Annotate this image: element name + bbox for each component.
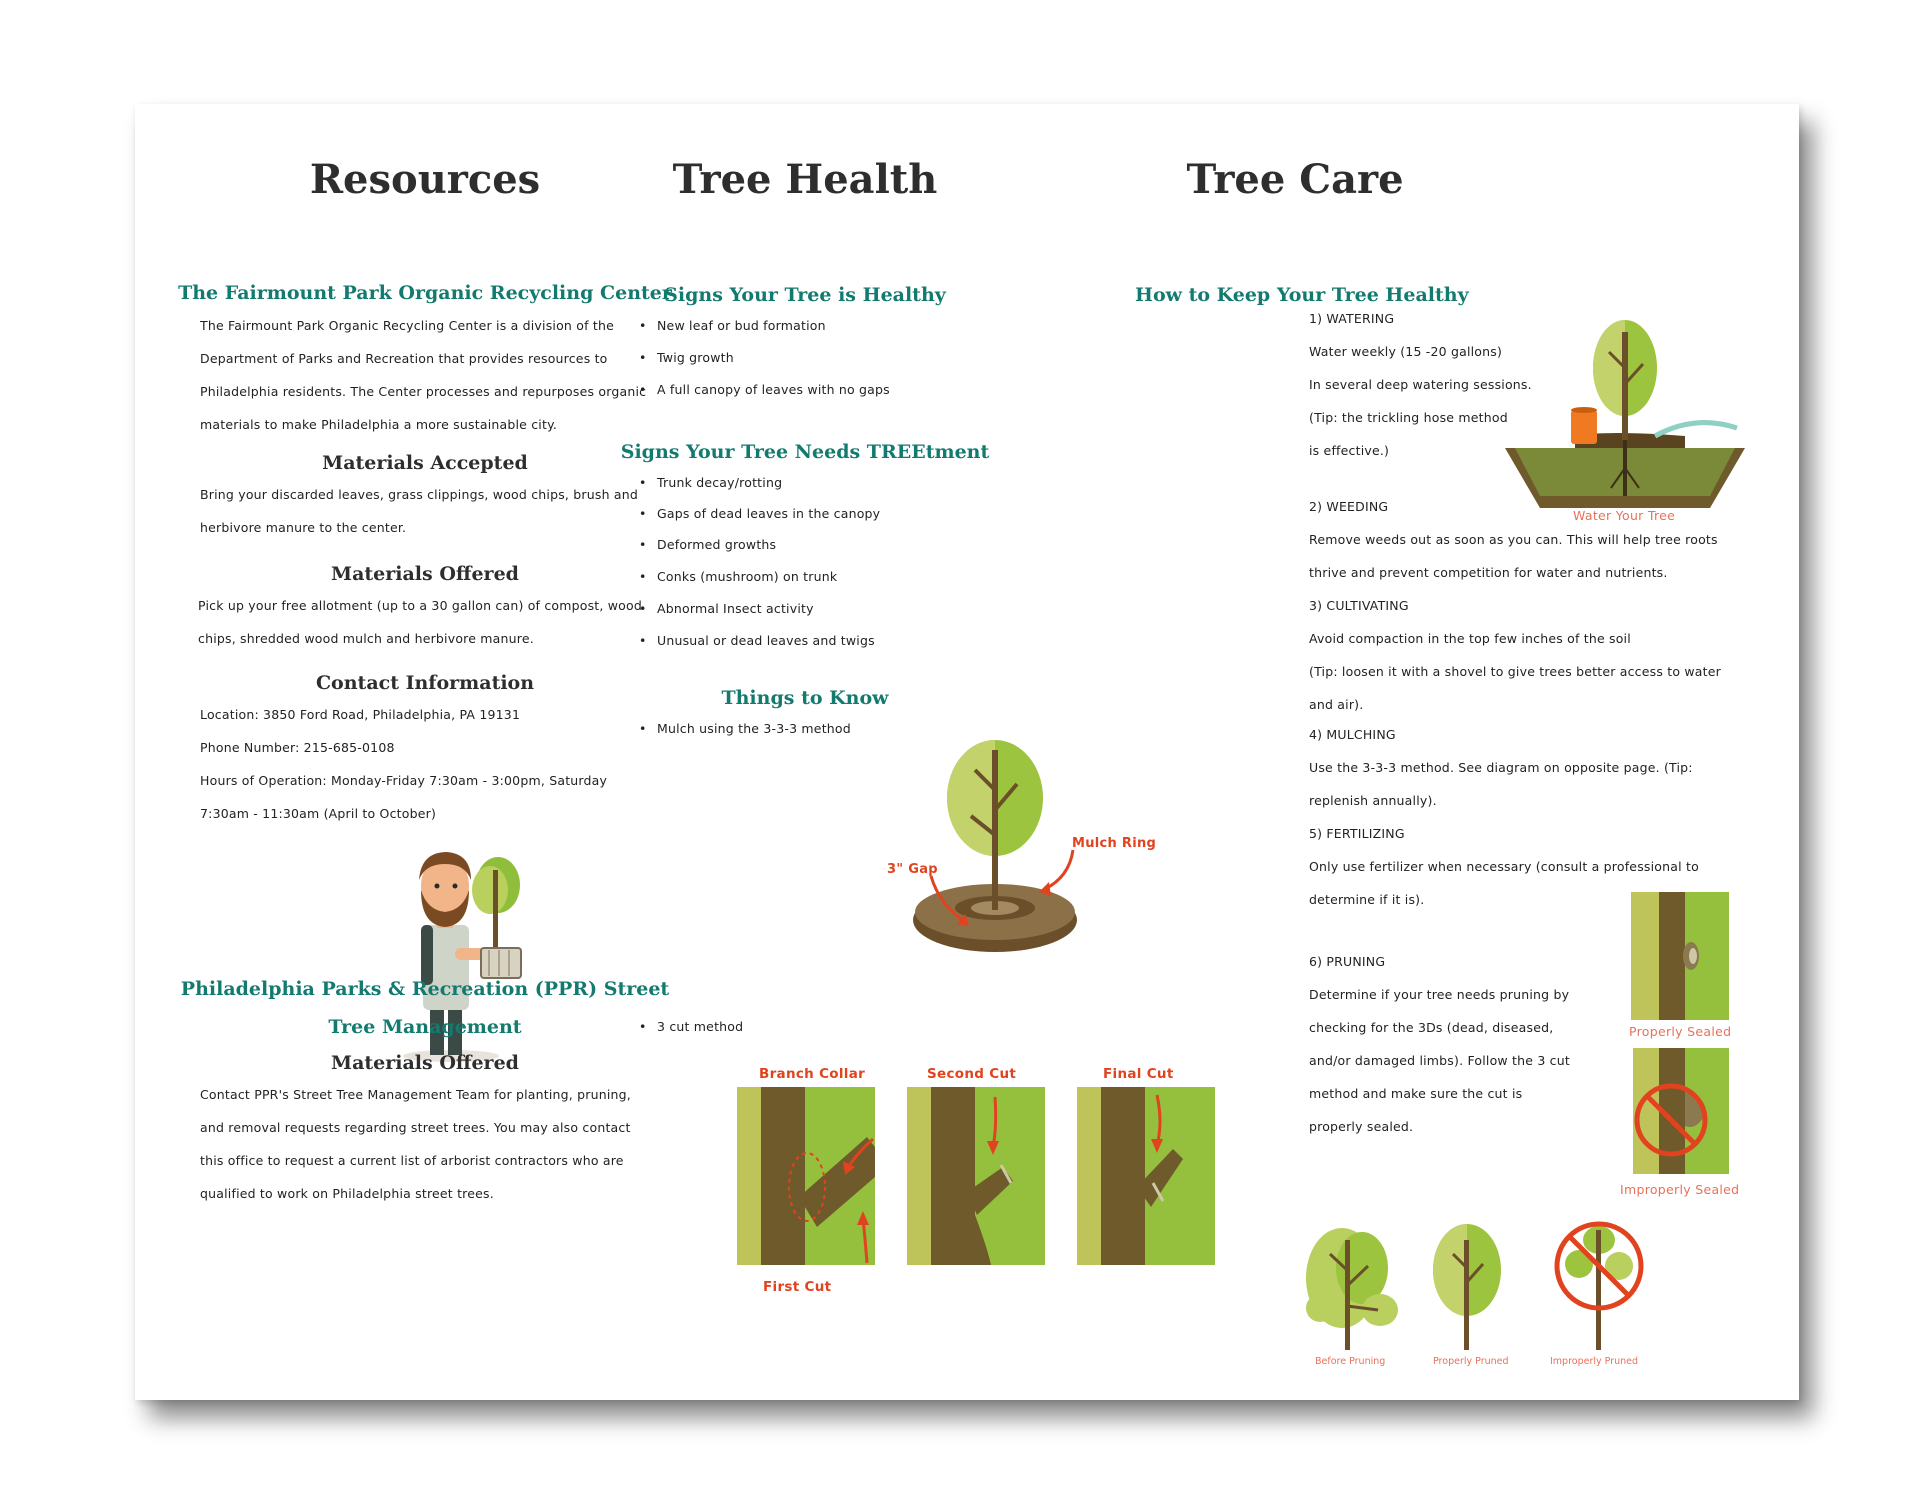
ppr-materials-heading: Materials Offered [331,1052,519,1074]
text-line: and air). [1309,697,1364,712]
properly-pruned-tree [1427,1220,1507,1350]
treetment-item: • Deformed growths [657,537,776,552]
improperly-pruned-label: Improperly Pruned [1550,1356,1639,1367]
tree-health-title: Tree Health [672,156,938,203]
mulching-text [1309,751,1693,817]
text-line: In several deep watering sessions. [1309,377,1532,392]
before-pruning-label: Before Pruning [1315,1356,1386,1367]
text-line: Only use fertilizer when necessary (consult a professional to [1309,859,1699,874]
fertilizing-title: 5) FERTILIZING [1309,826,1405,841]
contact-text [200,698,607,830]
text-line: Water weekly (15 -20 gallons) [1309,344,1503,359]
text-line: Use the 3-3-3 method. See diagram on opposite page. (Tip: [1309,760,1693,775]
contact-phone: Phone Number: 215-685-0108 [200,740,395,755]
resources-title: Resources [309,156,541,203]
text-line: replenish annually). [1309,793,1437,808]
text-line: thrive and prevent competition for water and nutrients. [1309,565,1668,580]
mulching-title: 4) MULCHING [1309,727,1396,742]
treetment-item: • Trunk decay/rotting [657,475,782,490]
ppr-heading-line: Tree Management [328,1016,522,1038]
treetment-heading: Signs Your Tree Needs TREEtment [620,441,990,463]
pruning-title: 6) PRUNING [1309,954,1386,969]
text-line: Pick up your free allotment (up to a 30 gallon can) of compost, wood [198,598,643,613]
treetment-item: • Abnormal Insect activity [657,601,814,616]
contact-hours: Hours of Operation: Monday-Friday 7:30am - 3:00pm, Saturday [200,773,608,788]
improperly-pruned-tree [1549,1216,1649,1350]
materials-offered-text [198,589,642,655]
ppr-heading-line: Philadelphia Parks & Recreation (PPR) Street [180,978,670,1000]
properly-sealed-label: Properly Sealed [1629,1024,1732,1039]
text-line: Avoid compaction in the top few inches of the soil [1309,631,1631,646]
things-to-know-heading: Things to Know [721,687,889,709]
text-line: Contact PPR's Street Tree Management Team for planting, pruning, [200,1087,631,1102]
water-tree-illustration [1505,318,1745,508]
cut-item: • 3 cut method [657,1019,743,1034]
fairmount-heading: The Fairmount Park Organic Recycling Center [178,282,672,304]
text-line: (Tip: the trickling hose method [1309,410,1508,425]
ring-arrow [1035,846,1095,906]
water-caption: Water Your Tree [1573,508,1676,523]
mulch-ring-label: Mulch Ring [1072,836,1157,851]
text-line: determine if it is). [1309,892,1425,907]
text-line: Department of Parks and Recreation that provides resources to [200,351,608,366]
watering-title: 1) WATERING [1309,311,1395,326]
branch-collar-panel [737,1087,875,1265]
materials-offered-heading: Materials Offered [331,563,519,585]
text-line: this office to request a current list of arborist contractors who are [200,1153,624,1168]
text-line: Determine if your tree needs pruning by [1309,987,1570,1002]
contact-hours: 7:30am - 11:30am (April to October) [200,806,437,821]
text-line: Philadelphia residents. The Center processes and repurposes organic [200,384,647,399]
contact-location: Location: 3850 Ford Road, Philadelphia, PA 19131 [200,707,521,722]
treetment-item: • Unusual or dead leaves and twigs [657,633,875,648]
text-line: Remove weeds out as soon as you can. This will help tree roots [1309,532,1718,547]
text-line: chips, shredded wood mulch and herbivore manure. [198,631,534,646]
before-pruning-tree [1302,1220,1402,1350]
text-line: checking for the 3Ds (dead, diseased, [1309,1020,1554,1035]
healthy-heading: Signs Your Tree is Healthy [664,284,946,306]
text-line: herbivore manure to the center. [200,520,407,535]
healthy-item: • New leaf or bud formation [657,318,826,333]
text-line: (Tip: loosen it with a shovel to give trees better access to water [1309,664,1721,679]
text-line: Bring your discarded leaves, grass clippings, wood chips, brush and [200,487,638,502]
cultivating-text [1309,622,1721,721]
gap-arrow [925,874,985,934]
contact-heading: Contact Information [315,672,535,694]
text-line: materials to make Philadelphia a more sustainable city. [200,417,558,432]
materials-accepted-heading: Materials Accepted [322,452,528,474]
materials-accepted-text [200,478,638,544]
ppr-heading [175,978,675,1038]
weeding-text [1309,523,1718,589]
pruning-text [1309,978,1570,1143]
text-line: qualified to work on Philadelphia street trees. [200,1186,494,1201]
care-heading: How to Keep Your Tree Healthy [1135,284,1469,306]
treetment-item: • Conks (mushroom) on trunk [657,569,837,584]
brochure-sheet [135,104,1799,1400]
improperly-sealed-panel [1633,1048,1729,1174]
fairmount-text [200,309,646,441]
healthy-item: • Twig growth [657,350,734,365]
text-line: and/or damaged limbs). Follow the 3 cut [1309,1053,1570,1068]
mulch-item: • Mulch using the 3-3-3 method [657,721,851,736]
first-cut-label: First Cut [763,1279,832,1295]
second-cut-panel [907,1087,1045,1265]
text-line: method and make sure the cut is [1309,1086,1523,1101]
text-line: The Fairmount Park Organic Recycling Center is a division of the [200,318,614,333]
watering-text [1309,335,1532,467]
final-cut-label: Final Cut [1103,1066,1174,1082]
text-line: properly sealed. [1309,1119,1414,1134]
properly-sealed-panel [1631,892,1729,1020]
final-cut-panel [1077,1087,1215,1265]
gap-label: 3" Gap [887,862,938,877]
cultivating-title: 3) CULTIVATING [1309,598,1409,613]
improperly-sealed-label: Improperly Sealed [1620,1182,1740,1197]
tree-care-title: Tree Care [1186,156,1404,203]
second-cut-label: Second Cut [927,1066,1017,1082]
branch-collar-label: Branch Collar [759,1066,866,1082]
text-line: is effective.) [1309,443,1390,458]
weeding-title: 2) WEEDING [1309,499,1389,514]
treetment-item: • Gaps of dead leaves in the canopy [657,506,880,521]
ppr-text [200,1078,631,1210]
healthy-item: • A full canopy of leaves with no gaps [657,382,890,397]
properly-pruned-label: Properly Pruned [1433,1356,1509,1367]
text-line: and removal requests regarding street trees. You may also contact [200,1120,631,1135]
